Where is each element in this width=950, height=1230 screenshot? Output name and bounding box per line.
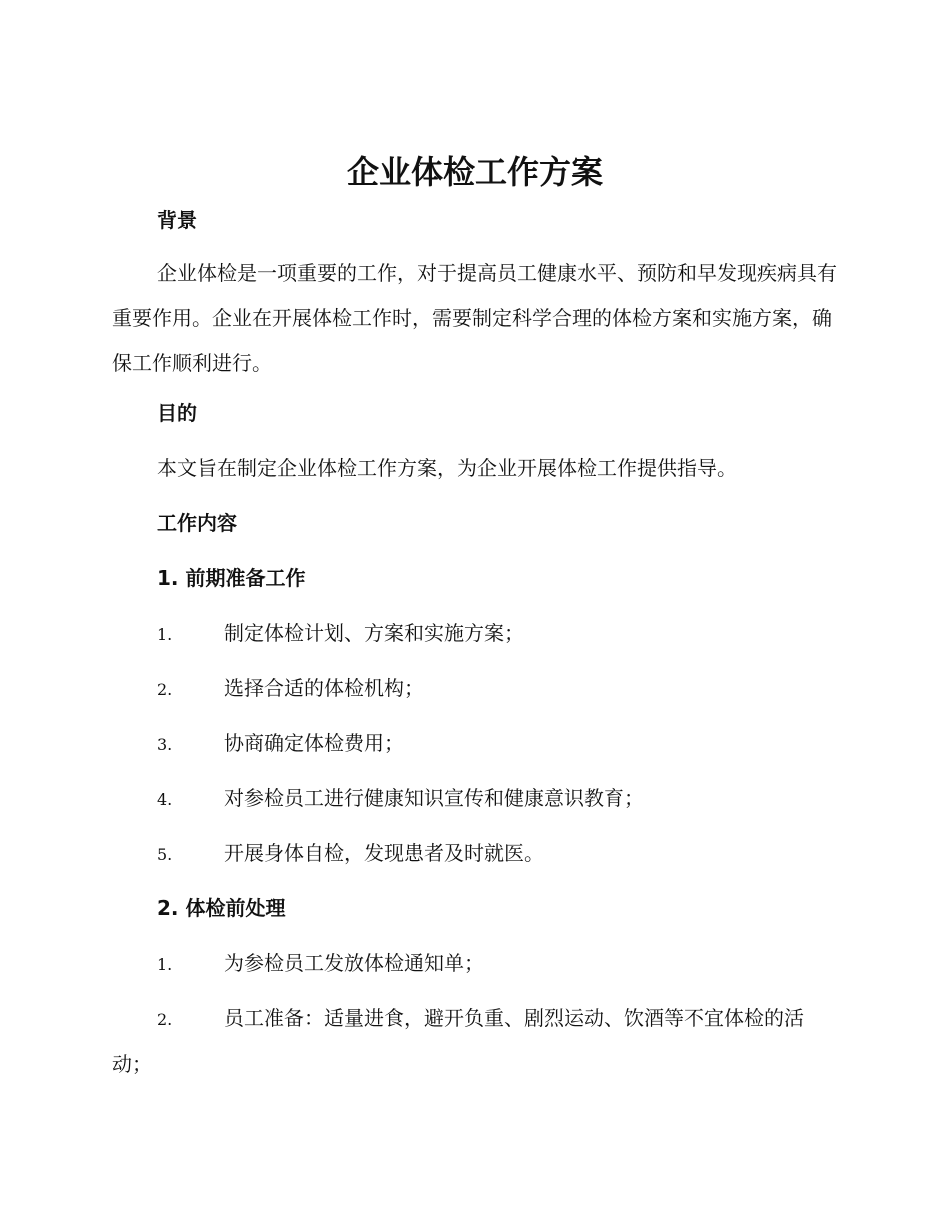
list-item-text: 对参检员工进行健康知识宣传和健康意识教育； [224, 786, 644, 810]
list-item-number: 2. [157, 680, 173, 699]
list-item-number: 5. [157, 845, 173, 864]
section-heading-background: 背景 [157, 208, 197, 232]
section-heading-purpose: 目的 [157, 401, 197, 425]
list-item-number: 4. [157, 790, 173, 809]
subsection-heading-pre-exam: 2. 体检前处理 [157, 896, 286, 920]
list-item-text: 制定体检计划、方案和实施方案； [224, 621, 524, 645]
list-item-text: 协商确定体检费用； [224, 731, 404, 755]
list-item-text: 选择合适的体检机构； [224, 676, 424, 700]
list-item-number: 1. [157, 955, 173, 974]
list-item [112, 666, 838, 712]
list-item-number: 3. [157, 735, 173, 754]
list-item-text: 员工准备：适量进食，避开负重、剧烈运动、饮酒等不宜体检的活动； [112, 1006, 804, 1076]
list-item-number: 2. [157, 1010, 173, 1029]
list-item [112, 941, 838, 987]
list-item [112, 721, 838, 767]
list-item [112, 831, 838, 877]
list-item-number: 1. [157, 625, 173, 644]
subsection-heading-preparation: 1. 前期准备工作 [157, 566, 306, 590]
list-item-text: 为参检员工发放体检通知单； [224, 951, 484, 975]
purpose-paragraph: 本文旨在制定企业体检工作方案，为企业开展体检工作提供指导。 [157, 456, 737, 480]
background-paragraph: 企业体检是一项重要的工作，对于提高员工健康水平、预防和早发现疾病具有重要作用。企业在开展体检工作时，需要制定科学合理的体检方案和实施方案，确保工作顺利进行。 [112, 261, 837, 375]
list-item [112, 611, 838, 657]
list-item [112, 996, 838, 1087]
list-item-text: 开展身体自检，发现患者及时就医。 [224, 841, 544, 865]
section-heading-content: 工作内容 [157, 511, 237, 535]
document-title: 企业体检工作方案 [346, 153, 603, 191]
list-item [112, 776, 838, 822]
